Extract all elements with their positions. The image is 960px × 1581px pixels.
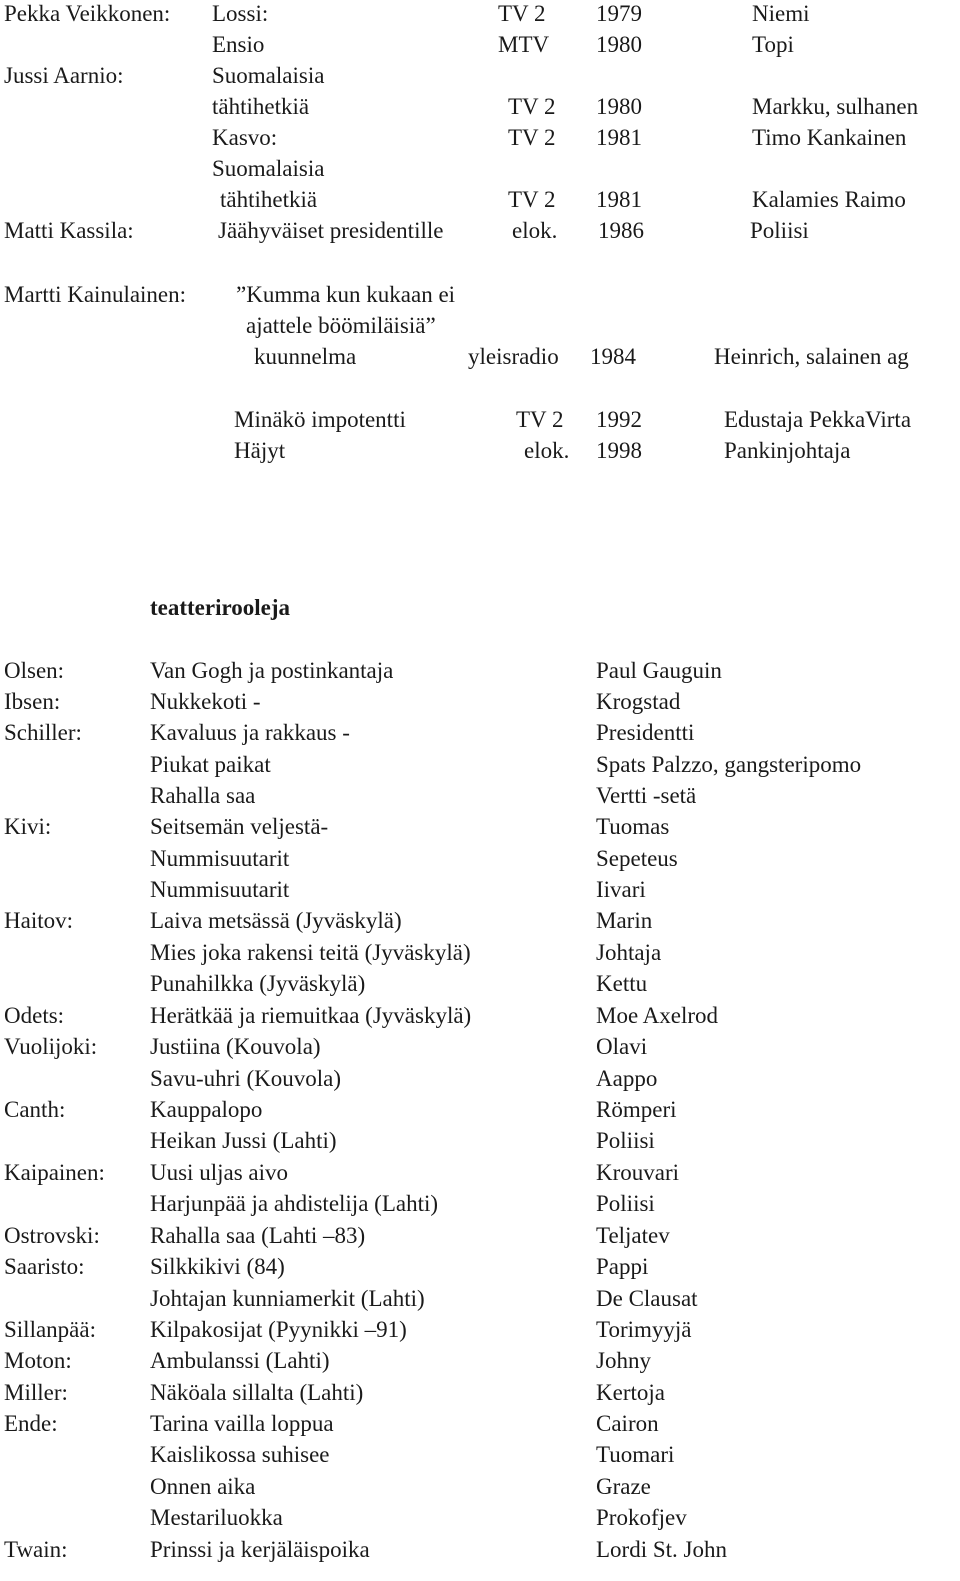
role: Poliisi	[596, 1128, 655, 1153]
role: Poliisi	[750, 218, 809, 243]
play-title: Nummisuutarit	[150, 846, 290, 871]
channel: TV 2	[508, 125, 556, 150]
author-name: Pekka Veikkonen:	[4, 1, 171, 26]
play-title: Silkkikivi (84)	[150, 1254, 285, 1279]
play-title: Rahalla saa	[150, 783, 256, 808]
play-title: Harjunpää ja ahdistelija (Lahti)	[150, 1191, 439, 1216]
play-title: Kaislikossa suhisee	[150, 1442, 330, 1467]
work-title: tähtihetkiä	[212, 94, 310, 119]
author-name: Martti Kainulainen:	[4, 282, 187, 307]
author-name: Canth:	[4, 1097, 66, 1122]
play-title: Laiva metsässä (Jyväskylä)	[150, 908, 402, 933]
role: Sepeteus	[596, 846, 678, 871]
role: Spats Palzzo, gangsteripomo	[596, 752, 862, 777]
work-title: tähtihetkiä	[220, 187, 318, 212]
year: 1992	[596, 407, 642, 432]
role: Moe Axelrod	[596, 1003, 719, 1028]
work-title: Jäähyväiset presidentille	[218, 218, 444, 243]
author-name: Kivi:	[4, 814, 52, 839]
role: Tuomari	[596, 1442, 675, 1467]
year: 1984	[590, 344, 636, 369]
role: Niemi	[752, 1, 810, 26]
play-title: Kavaluus ja rakkaus -	[150, 720, 350, 745]
work-title: Minäkö impotentti	[234, 407, 406, 432]
role: Heinrich, salainen ag	[714, 344, 909, 369]
channel: TV 2	[498, 1, 546, 26]
play-title: Nukkekoti -	[150, 689, 261, 714]
role: De Clausat	[596, 1286, 698, 1311]
play-title: Piukat paikat	[150, 752, 271, 777]
channel: TV 2	[516, 407, 564, 432]
year: 1980	[596, 94, 642, 119]
role: Johny	[596, 1348, 651, 1373]
author-name: Moton:	[4, 1348, 72, 1373]
role: Cairon	[596, 1411, 659, 1436]
role: Teljatev	[596, 1223, 670, 1248]
role: Tuomas	[596, 814, 670, 839]
play-title: Heikan Jussi (Lahti)	[150, 1128, 337, 1153]
author-name: Ostrovski:	[4, 1223, 100, 1248]
play-title: Mies joka rakensi teitä (Jyväskylä)	[150, 940, 471, 965]
play-title: Uusi uljas aivo	[150, 1160, 288, 1185]
author-name: Olsen:	[4, 658, 65, 683]
year: 1981	[596, 125, 642, 150]
role: Krouvari	[596, 1160, 680, 1185]
channel: elok.	[524, 438, 570, 463]
role: Krogstad	[596, 689, 681, 714]
year: 1986	[598, 218, 644, 243]
work-title: Kasvo:	[212, 125, 278, 150]
play-title: Kauppalopo	[150, 1097, 263, 1122]
role: Johtaja	[596, 940, 662, 965]
role: Presidentti	[596, 720, 695, 745]
role: Pankinjohtaja	[724, 438, 851, 463]
author-name: Vuolijoki:	[4, 1034, 98, 1059]
play-title: Justiina (Kouvola)	[150, 1034, 321, 1059]
play-title: Seitsemän veljestä-	[150, 814, 329, 839]
section-heading: teatterirooleja	[150, 595, 291, 620]
role: Olavi	[596, 1034, 648, 1059]
year: 1998	[596, 438, 642, 463]
play-title: Mestariluokka	[150, 1505, 283, 1530]
year: 1979	[596, 1, 642, 26]
play-title: Rahalla saa (Lahti –83)	[150, 1223, 366, 1248]
author-name: Kaipainen:	[4, 1160, 105, 1185]
play-title: Johtajan kunniamerkit (Lahti)	[150, 1286, 425, 1311]
author-name: Sillanpää:	[4, 1317, 96, 1342]
author-name: Ende:	[4, 1411, 58, 1436]
author-name: Matti Kassila:	[4, 218, 134, 243]
play-title: Ambulanssi (Lahti)	[150, 1348, 330, 1373]
role: Kettu	[596, 971, 648, 996]
role: Paul Gauguin	[596, 658, 722, 683]
play-title: Savu-uhri (Kouvola)	[150, 1066, 341, 1091]
channel: elok.	[512, 218, 558, 243]
author-name: Saaristo:	[4, 1254, 85, 1279]
author-name: Jussi Aarnio:	[4, 63, 124, 88]
author-name: Ibsen:	[4, 689, 61, 714]
role: Graze	[596, 1474, 651, 1499]
role: Aappo	[596, 1066, 658, 1091]
year: 1980	[596, 32, 642, 57]
work-title: Suomalaisia	[212, 63, 325, 88]
role: Markku, sulhanen	[752, 94, 919, 119]
author-name: Odets:	[4, 1003, 65, 1028]
role: Topi	[752, 32, 794, 57]
role: Poliisi	[596, 1191, 655, 1216]
play-title: Kilpakosijat (Pyynikki –91)	[150, 1317, 407, 1342]
channel: yleisradio	[468, 344, 559, 369]
channel: TV 2	[508, 187, 556, 212]
role: Römperi	[596, 1097, 677, 1122]
work-title: Lossi:	[212, 1, 269, 26]
role: Pappi	[596, 1254, 649, 1279]
author-name: Haitov:	[4, 908, 73, 933]
channel: MTV	[498, 32, 550, 57]
author-name: Schiller:	[4, 720, 82, 745]
role: Marin	[596, 908, 653, 933]
play-title: Herätkää ja riemuitkaa (Jyväskylä)	[150, 1003, 472, 1028]
play-title: Prinssi ja kerjäläispoika	[150, 1537, 370, 1562]
work-title: ”Kumma kun kukaan ei	[236, 282, 456, 307]
role: Edustaja PekkaVirta	[724, 407, 912, 432]
work-title: kuunnelma	[254, 344, 357, 369]
year: 1981	[596, 187, 642, 212]
role: Vertti -setä	[596, 783, 697, 808]
play-title: Nummisuutarit	[150, 877, 290, 902]
channel: TV 2	[508, 94, 556, 119]
work-title: ajattele böömiläisiä”	[246, 313, 436, 338]
role: Timo Kankainen	[752, 125, 907, 150]
author-name: Miller:	[4, 1380, 68, 1405]
play-title: Onnen aika	[150, 1474, 256, 1499]
work-title: Suomalaisia	[212, 156, 325, 181]
play-title: Tarina vailla loppua	[150, 1411, 334, 1436]
author-name: Twain:	[4, 1537, 68, 1562]
role: Iivari	[596, 877, 646, 902]
work-title: Häjyt	[234, 438, 286, 463]
play-title: Punahilkka (Jyväskylä)	[150, 971, 366, 996]
work-title: Ensio	[212, 32, 265, 57]
role: Kalamies Raimo	[752, 187, 906, 212]
role: Torimyyjä	[596, 1317, 692, 1342]
role: Prokofjev	[596, 1505, 687, 1530]
play-title: Van Gogh ja postinkantaja	[150, 658, 394, 683]
role: Lordi St. John	[596, 1537, 727, 1562]
play-title: Näköala sillalta (Lahti)	[150, 1380, 364, 1405]
role: Kertoja	[596, 1380, 665, 1405]
